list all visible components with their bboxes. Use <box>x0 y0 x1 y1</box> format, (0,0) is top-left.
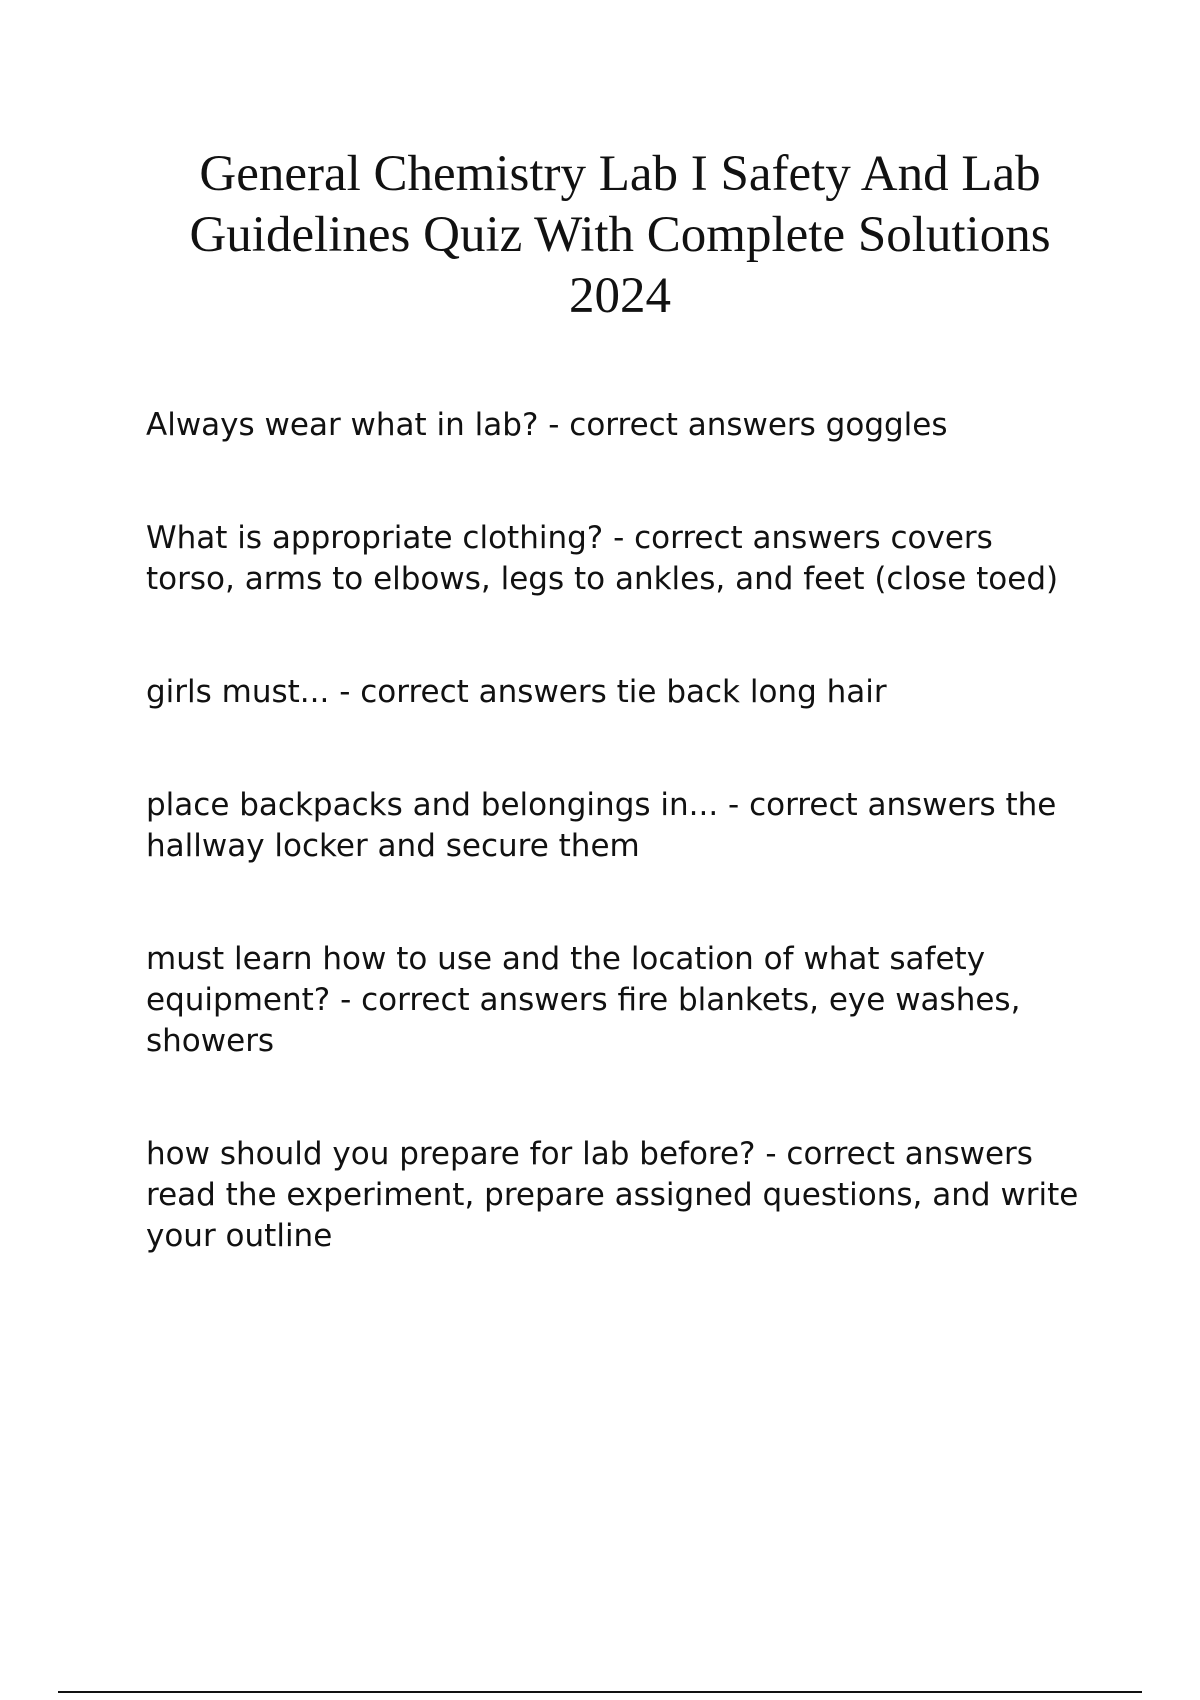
qa-item: place backpacks and belongings in... - correct answers the hallway locker and secure them <box>146 787 1057 864</box>
qa-item: how should you prepare for lab before? - correct answers read the experiment, prepare assigned questions, and write your outline <box>146 1136 1079 1254</box>
document-title: General Chemistry Lab I Safety And Lab Guidelines Quiz With Complete Solutions 2024 <box>189 146 1051 324</box>
qa-item: What is appropriate clothing? - correct answers covers torso, arms to elbows, legs to ankles, and feet (close toed) <box>146 520 1059 597</box>
qa-item: Always wear what in lab? - correct answers goggles <box>146 407 948 443</box>
footer-divider <box>58 1691 1142 1693</box>
qa-item: must learn how to use and the location of what safety equipment? - correct answers fire blankets, eye washes, showers <box>146 941 1021 1059</box>
qa-item: girls must... - correct answers tie back long hair <box>146 674 887 710</box>
qa-list <box>146 405 1086 1329</box>
